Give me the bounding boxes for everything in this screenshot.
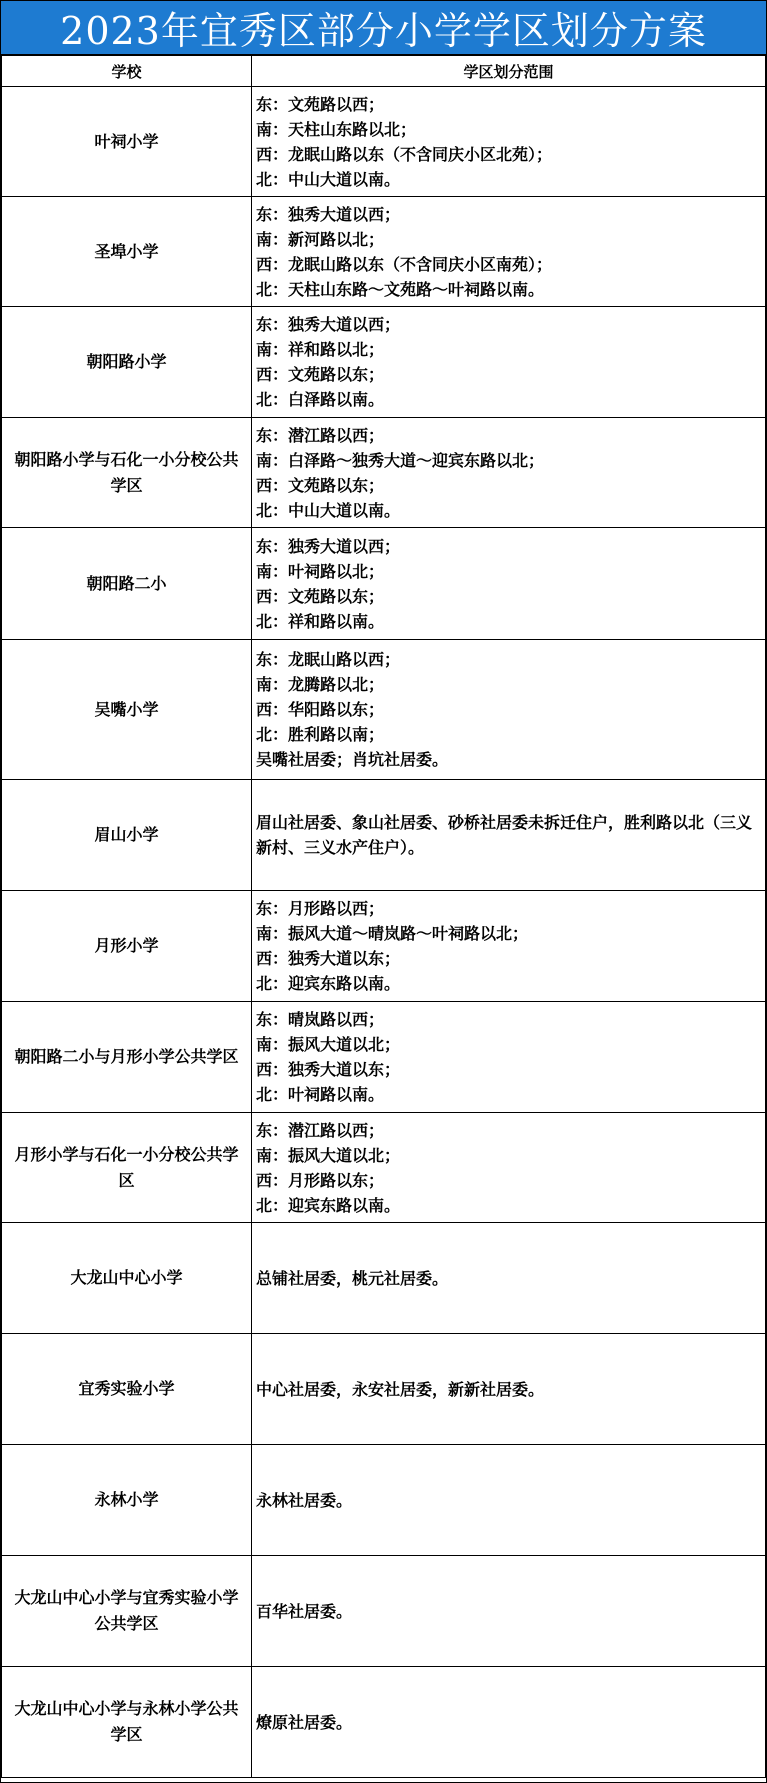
table-body (2, 87, 766, 1778)
school-name-cell: 圣埠小学 (2, 197, 252, 307)
header-school: 学校 (2, 56, 252, 87)
range-line: 北：迎宾东路以南。 (256, 974, 401, 993)
range-line: 北：迎宾东路以南。 (256, 1195, 401, 1215)
range-line: 南：叶祠路以北； (256, 561, 385, 581)
range-line: 西：月形路以东； (256, 1170, 385, 1190)
header-range: 学区划分范围 (252, 56, 766, 87)
table-row (2, 528, 766, 640)
range-line: 西：独秀大道以东； (256, 1060, 401, 1079)
table-row (2, 1556, 766, 1667)
school-name-cell: 宜秀实验小学 (2, 1334, 252, 1445)
range-line: 总铺社居委，桃元社居委。 (256, 1268, 449, 1288)
district-range-cell (252, 1445, 766, 1556)
range-line: 北：天柱山东路～文苑路～叶祠路以南。 (256, 279, 545, 299)
district-range-cell (252, 87, 766, 197)
range-line: 北：白泽路以南。 (256, 390, 385, 409)
district-range-cell (252, 418, 766, 528)
district-range-cell (252, 528, 766, 640)
school-name-cell: 月形小学与石化一小分校公共学区 (2, 1113, 252, 1223)
range-line: 西：文苑路以东； (256, 475, 385, 495)
table-row (2, 1667, 766, 1778)
table-row (2, 87, 766, 197)
district-range-cell (252, 1334, 766, 1445)
school-name-cell: 叶祠小学 (2, 87, 252, 197)
district-table (1, 55, 766, 1778)
school-name-cell: 大龙山中心小学与宜秀实验小学公共学区 (2, 1556, 252, 1667)
school-name-cell: 吴嘴小学 (2, 640, 252, 780)
range-line: 南：祥和路以北； (256, 340, 385, 359)
table-row (2, 1113, 766, 1223)
school-name-cell: 永林小学 (2, 1445, 252, 1556)
district-range-cell (252, 1223, 766, 1334)
range-line: 永林社居委。 (256, 1490, 353, 1510)
range-line: 北：中山大道以南。 (256, 500, 401, 520)
district-range-cell (252, 1556, 766, 1667)
table-row (2, 780, 766, 891)
range-line: 西：文苑路以东； (256, 365, 385, 384)
range-line: 南：振风大道以北； (256, 1145, 401, 1165)
range-line: 吴嘴社居委；肖坑社居委。 (256, 750, 449, 769)
school-name-cell: 朝阳路小学 (2, 307, 252, 418)
range-line: 燎原社居委。 (256, 1712, 353, 1732)
range-line: 南：天柱山东路以北； (256, 119, 417, 139)
table-row (2, 1334, 766, 1445)
district-range-cell (252, 891, 766, 1002)
range-line: 东：月形路以西； (256, 899, 385, 918)
school-name-cell: 朝阳路二小 (2, 528, 252, 640)
range-line: 南：白泽路～独秀大道～迎宾东路以北； (256, 450, 545, 470)
range-line: 东：晴岚路以西； (256, 1010, 385, 1029)
range-line: 中心社居委，永安社居委，新新社居委。 (256, 1379, 545, 1399)
table-row (2, 1223, 766, 1334)
range-line: 西：龙眠山路以东（不含同庆小区北苑）； (256, 144, 553, 164)
district-range-cell (252, 780, 766, 891)
range-line: 南：振风大道以北； (256, 1035, 401, 1054)
range-line: 东：龙眠山路以西； (256, 650, 401, 669)
table-row (2, 640, 766, 780)
district-range-cell (252, 1667, 766, 1778)
range-line: 东：独秀大道以西； (256, 204, 401, 224)
school-name-cell: 月形小学 (2, 891, 252, 1002)
district-range-cell (252, 307, 766, 418)
range-line: 西：独秀大道以东； (256, 949, 401, 968)
district-range-cell (252, 197, 766, 307)
district-range-cell (252, 1002, 766, 1113)
school-name-cell: 眉山小学 (2, 780, 252, 891)
table-row (2, 197, 766, 307)
school-name-cell: 大龙山中心小学与永林小学公共学区 (2, 1667, 252, 1778)
school-name-cell: 朝阳路二小与月形小学公共学区 (2, 1002, 252, 1113)
table-header-row (2, 56, 766, 87)
page-title: 2023年宜秀区部分小学学区划分方案 (1, 1, 766, 55)
district-range-cell (252, 640, 766, 780)
table-row (2, 1002, 766, 1113)
range-line: 东：潜江路以西； (256, 1120, 385, 1140)
range-line: 北：叶祠路以南。 (256, 1085, 385, 1104)
range-line: 东：独秀大道以西； (256, 315, 401, 334)
district-range-cell (252, 1113, 766, 1223)
range-line: 西：文苑路以东； (256, 586, 385, 606)
school-name-cell: 朝阳路小学与石化一小分校公共学区 (2, 418, 252, 528)
table-row (2, 891, 766, 1002)
range-line: 西：华阳路以东； (256, 700, 385, 719)
range-line: 百华社居委。 (256, 1601, 353, 1621)
range-line: 东：潜江路以西； (256, 425, 385, 445)
range-line: 眉山社居委、象山社居委、砂桥社居委未拆迁住户，胜利路以北（三义新村、三义水产住户）。 (256, 813, 753, 857)
range-line: 北：祥和路以南。 (256, 611, 385, 631)
table-row (2, 418, 766, 528)
range-line: 南：新河路以北； (256, 229, 385, 249)
range-line: 东：独秀大道以西； (256, 536, 401, 556)
range-line: 东：文苑路以西； (256, 94, 385, 114)
table-row (2, 307, 766, 418)
range-line: 北：胜利路以南； (256, 725, 385, 744)
range-line: 西：龙眠山路以东（不含同庆小区南苑）； (256, 254, 553, 274)
school-name-cell: 大龙山中心小学 (2, 1223, 252, 1334)
range-line: 南：振风大道～晴岚路～叶祠路以北； (256, 924, 529, 943)
range-line: 北：中山大道以南。 (256, 169, 401, 189)
range-line: 南：龙腾路以北； (256, 675, 385, 694)
table-row (2, 1445, 766, 1556)
